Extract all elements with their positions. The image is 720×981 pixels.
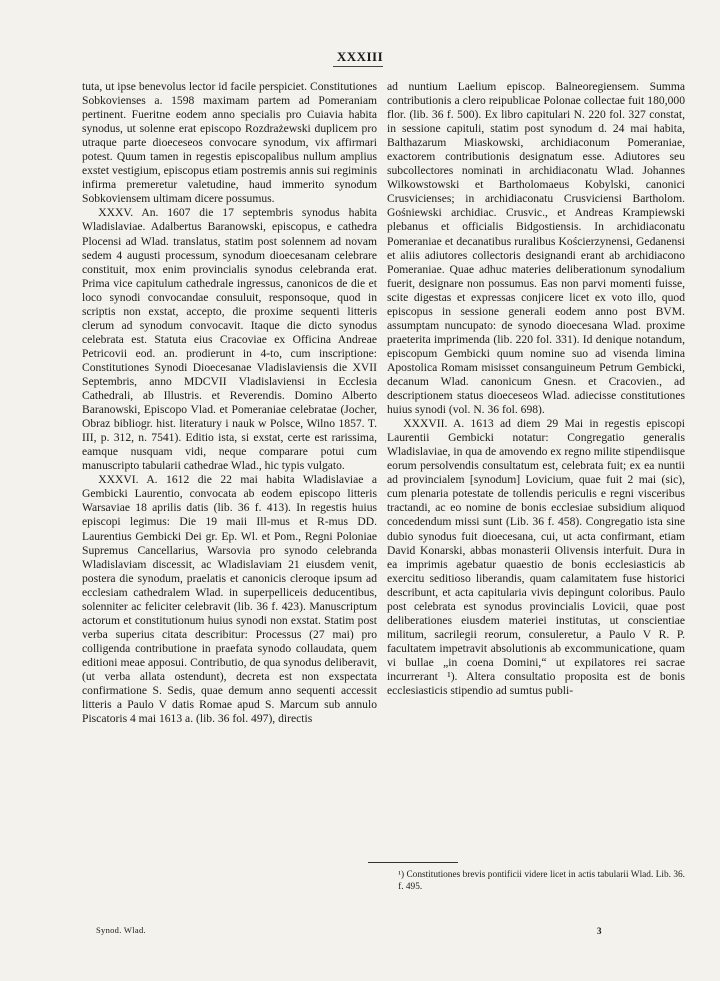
footnote-text: ¹) Constitutiones brevis pontificii videre licet in actis tabularii Wlad. Lib. 36. f. 495. [398,870,685,892]
left-column [82,80,377,726]
right-column [387,80,685,698]
page-number: XXXIII [336,49,384,64]
sheet-mark: 3 [597,926,602,936]
paragraph-xxxvii: XXXVII. A. 1613 ad diem 29 Mai in regestis episcopi Laurentii Gembicki notatur: Congregatio generalis Wladislaviae, in qua de amovendo ex regno milite stipendiisque eorum persolvendis consultatum est, celebrata fuit; ex ea nuntii ad provincialem [synodum] Lovicium, quae fuit 2 mai (sic), cum plenaria potestate de tollendis periculis e regni visceribus tractandi, ac eo nomine de bonis ecclesiae subsidium aliquod concedendum missi sunt (Lib. 36 f. 458). Congregatio ista sine dubio synodus fuit dioecesana, cui, ut acta confirmant, etiam David Konarski, abbas monasterii Olivensis interfuit. Dura in ea imprimis agebatur quaestio de bonis ecclesiasticis ab exercitu seditioso liberandis, quam calamitatem fuse historici describunt, et acta capitularia vivis depingunt coloribus. Paulo post celebrata est synodus provincialis Lovicii, quae post deliberationes eiusdem materiei institutas, ut conscientiae militum, sacrilegii reorum, consuleretur, a Paulo V R. P. facultatem impetravit absolutionis ab excommunicatione, quam vi bullae „in coena Domini,“ ut expilatores rei sacrae incurrerant ¹). Altera consultatio proposita est de bonis ecclesiasticis stipendio ad sumtus publi- [387,417,685,698]
paragraph-xxxv: XXXV. An. 1607 die 17 septembris synodus habita Wladislaviae. Adalbertus Baranowski, episcopus, e cathedra Plocensi ad Wlad. translatus, statim post solennem ad novam sedem 4 augusti processum, synodum dioecesanam celebrare constituit, mox enim provincialis synodus celebranda erat. Prima vice capitulum cathedrale ingressus, canonicos de die et loco synodi convocandae consuluit, responsoque, quod in scriptis non exstat, accepto, die proxime sequenti litteris clerum ad synodum convocavit. Itaque die dicto synodus celebrata est. Statuta eius Cracoviae ex Officina Andreae Petricovii eod. an. prodierunt in 4-to, cum inscriptione: Constitutiones Synodi Dioecesanae Vladislaviensis die XVII Septembris, anno MDCVII Vladislaviensi in Ecclesia Cathedrali, ab Illustris. et Reverendis. Domino Alberto Baranowski, Episcopo Vlad. et Pomeraniae celebratae (Jocher, Obraz bibliogr. hist. literatury i nauk w Polsce, Wilno 1857. T. III, p. 312, n. 7541). Editio ista, si exstat, certe est rarissima, eamque nusquam vidi, neque comparare potui cum manuscripto tabularii cathedrae Wlad., hic typis vulgato. [82,206,377,473]
footnote-rule [368,862,458,863]
footnote [387,870,685,894]
paragraph: tuta, ut ipse benevolus lector id facile perspiciet. Constitutiones Sobkovienses a. 1598 maximam partem ad Pomeraniam pertinent. Fueritne eodem anno specialis pro Cuiavia habita synodus, ut solenne erat episcopo Rozdrażewski duplicem pro utraque parte dioeceseos convocare synodum, vix affirmari potest. Quum tamen in regestis episcopalibus nullum amplius exstet vestigium, episcopus etiam postremis annis sui regiminis infirma premeretur valetudine, haud immerito synodum Sobkoviensem ultimam dicere possumus. [82,80,377,206]
paragraph-xxxvi: XXXVI. A. 1612 die 22 mai habita Wladislaviae a Gembicki Laurentio, convocata ab eodem episcopo litteris Warsaviae 18 aprilis datis (lib. 36 f. 413). In regestis huius episcopi legimus: Die 19 maii Ill-mus et R-mus DD. Laurentius Gembicki Dei gr. Ep. Wl. et Pom., Regni Poloniae Supremus Cancellarius, Warsovia pro synodo celebranda Wladislaviam discessit, ac Wladislaviam 21 eiusdem venit, postera die synodum, praelatis et canonicis cleroque ipsum ad ecclesiam cathedralem Wlad. in superpelliceis deducentibus, solenniter ac feliciter celebravit (lib. 36 f. 423). Manuscriptum actorum et constitutionum huius synodi non exstat. Statim post verba superius citata describitur: Processus (27 mai) pro colligenda contributione in praefata synodo collaudata, quem editioni meae apposui. Contributio, de qua synodus deliberavit, (ut verba allata ostendunt), decreta est non exspectata confirmatione S. Sedis, quae demum anno sequenti accessit litteris a Paulo V datis Romae apud S. Marcum sub annulo Piscatoris 4 mai 1613 a. (lib. 36 fol. 497), directis [82,473,377,726]
page-number-rule [333,66,383,67]
printer-signature: Synod. Wlad. [96,925,146,935]
paragraph: ad nuntium Laelium episcop. Balneoregiensem. Summa contributionis a clero reipublicae Polonae collectae fuit 180,000 flor. (lib. 36 f. 500). Ex libro capitulari N. 220 fol. 327 constat, in sessione capituli, statim post synodum d. 24 mai habita, Balthazarum Miaskowski, archidiaconum Pomeraniae, exactorem contributionis designatum esse. Adiutores seu subcollectores nominati in archidiaconatu Wlad. Johannes Wilkowstowski et Bartholomaeus Kobylski, canonici Crusvicienses; in archidiaconatu Crusviciensi Bartholom. Gośniewski archidiac. Crusvic., et Andreas Krampiewski plebanus et officialis Bidgostiensis. In archidiaconatu Pomeraniae et decanatibus ruralibus Kościerzynensi, Gedanensi et aliis adiutores collectoris designandi erant ab archidiacono Pomeraniae. Quae adhuc materies deliberationum synodalium fuerit, designare non possumus. Eas non parvi momenti fuisse, scite digestas et expressas conjicere licet ex voto illo, quod episcopus in sessione generali eodem anno post BVM. assumptam nuncupato: de synodo dioecesana Wlad. proxime praeterita imprimenda (lib. 220 fol. 331). Id denique notandum, episcopum Gembicki quum nomine suo ad visenda limina Apostolica Romam misisset consanguineum Petrum Gembicki, decanum Wlad. canonicum Gnesn. et Cracovien., ad descriptionem status dioeceseos Wlad. adiecisse constitutiones huius synodi (vol. N. 36 fol. 698). [387,80,685,417]
